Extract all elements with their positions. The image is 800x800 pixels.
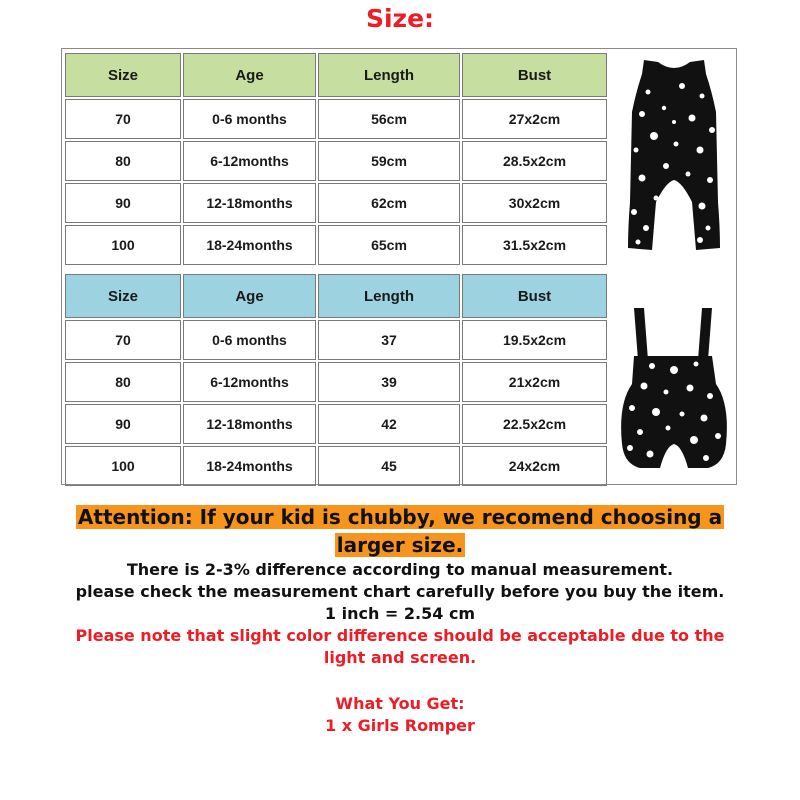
cell-length: 42 [318,404,460,444]
cell-bust: 21x2cm [462,362,607,402]
cell-age: 6-12months [183,362,316,402]
table-row [65,99,607,139]
cell-length: 37 [318,320,460,360]
cell-bust: 22.5x2cm [462,404,607,444]
table-row [65,320,607,360]
package-contents: 1 x Girls Romper [325,716,475,735]
header-size: Size [65,53,181,97]
cell-size: 100 [65,225,181,265]
color-difference-note: Please note that slight color difference should be acceptable due to the light and screen. [75,626,725,667]
table-row [65,225,607,265]
strap-left [634,308,648,360]
cell-bust: 19.5x2cm [462,320,607,360]
cell-length: 59cm [318,141,460,181]
cell-size: 100 [65,446,181,486]
cell-size: 90 [65,404,181,444]
size-table-short-overall [63,272,609,488]
cell-bust: 31.5x2cm [462,225,607,265]
what-you-get-heading: What You Get: [335,694,465,713]
header-age: Age [183,274,316,318]
notes-section [0,503,800,737]
cell-size: 80 [65,362,181,402]
cell-length: 56cm [318,99,460,139]
short-overall-photo [612,304,736,480]
header-size: Size [65,274,181,318]
difference-note: There is 2-3% difference according to manual measurement. [126,560,674,579]
long-romper-photo [612,52,736,266]
cell-size: 70 [65,320,181,360]
attention-note [65,503,735,559]
header-length: Length [318,274,460,318]
cell-bust: 30x2cm [462,183,607,223]
cell-length: 65cm [318,225,460,265]
table-row [65,141,607,181]
page-title: Size: [365,4,435,33]
strap-right [698,308,712,360]
header-bust: Bust [462,274,607,318]
table-row [65,446,607,486]
header-bust: Bust [462,53,607,97]
cell-age: 0-6 months [183,99,316,139]
table-row [65,183,607,223]
cell-length: 45 [318,446,460,486]
table-header-row [65,274,607,318]
cell-age: 12-18months [183,404,316,444]
cell-age: 12-18months [183,183,316,223]
table-header-row [65,53,607,97]
header-length: Length [318,53,460,97]
attention-highlight: Attention: If your kid is chubby, we recomend choosing a larger size. [77,505,723,557]
cell-bust: 27x2cm [462,99,607,139]
cell-bust: 28.5x2cm [462,141,607,181]
romper-body [628,60,720,250]
cell-length: 62cm [318,183,460,223]
cell-age: 18-24months [183,446,316,486]
cell-size: 70 [65,99,181,139]
cell-bust: 24x2cm [462,446,607,486]
cell-age: 0-6 months [183,320,316,360]
cell-age: 6-12months [183,141,316,181]
size-table-long-romper [63,51,609,267]
check-note: please check the measurement chart carefully before you buy the item. [75,582,725,601]
cell-size: 90 [65,183,181,223]
table-row [65,404,607,444]
cell-length: 39 [318,362,460,402]
inch-conversion: 1 inch = 2.54 cm [324,604,476,623]
table-row [65,362,607,402]
cell-age: 18-24months [183,225,316,265]
header-age: Age [183,53,316,97]
cell-size: 80 [65,141,181,181]
